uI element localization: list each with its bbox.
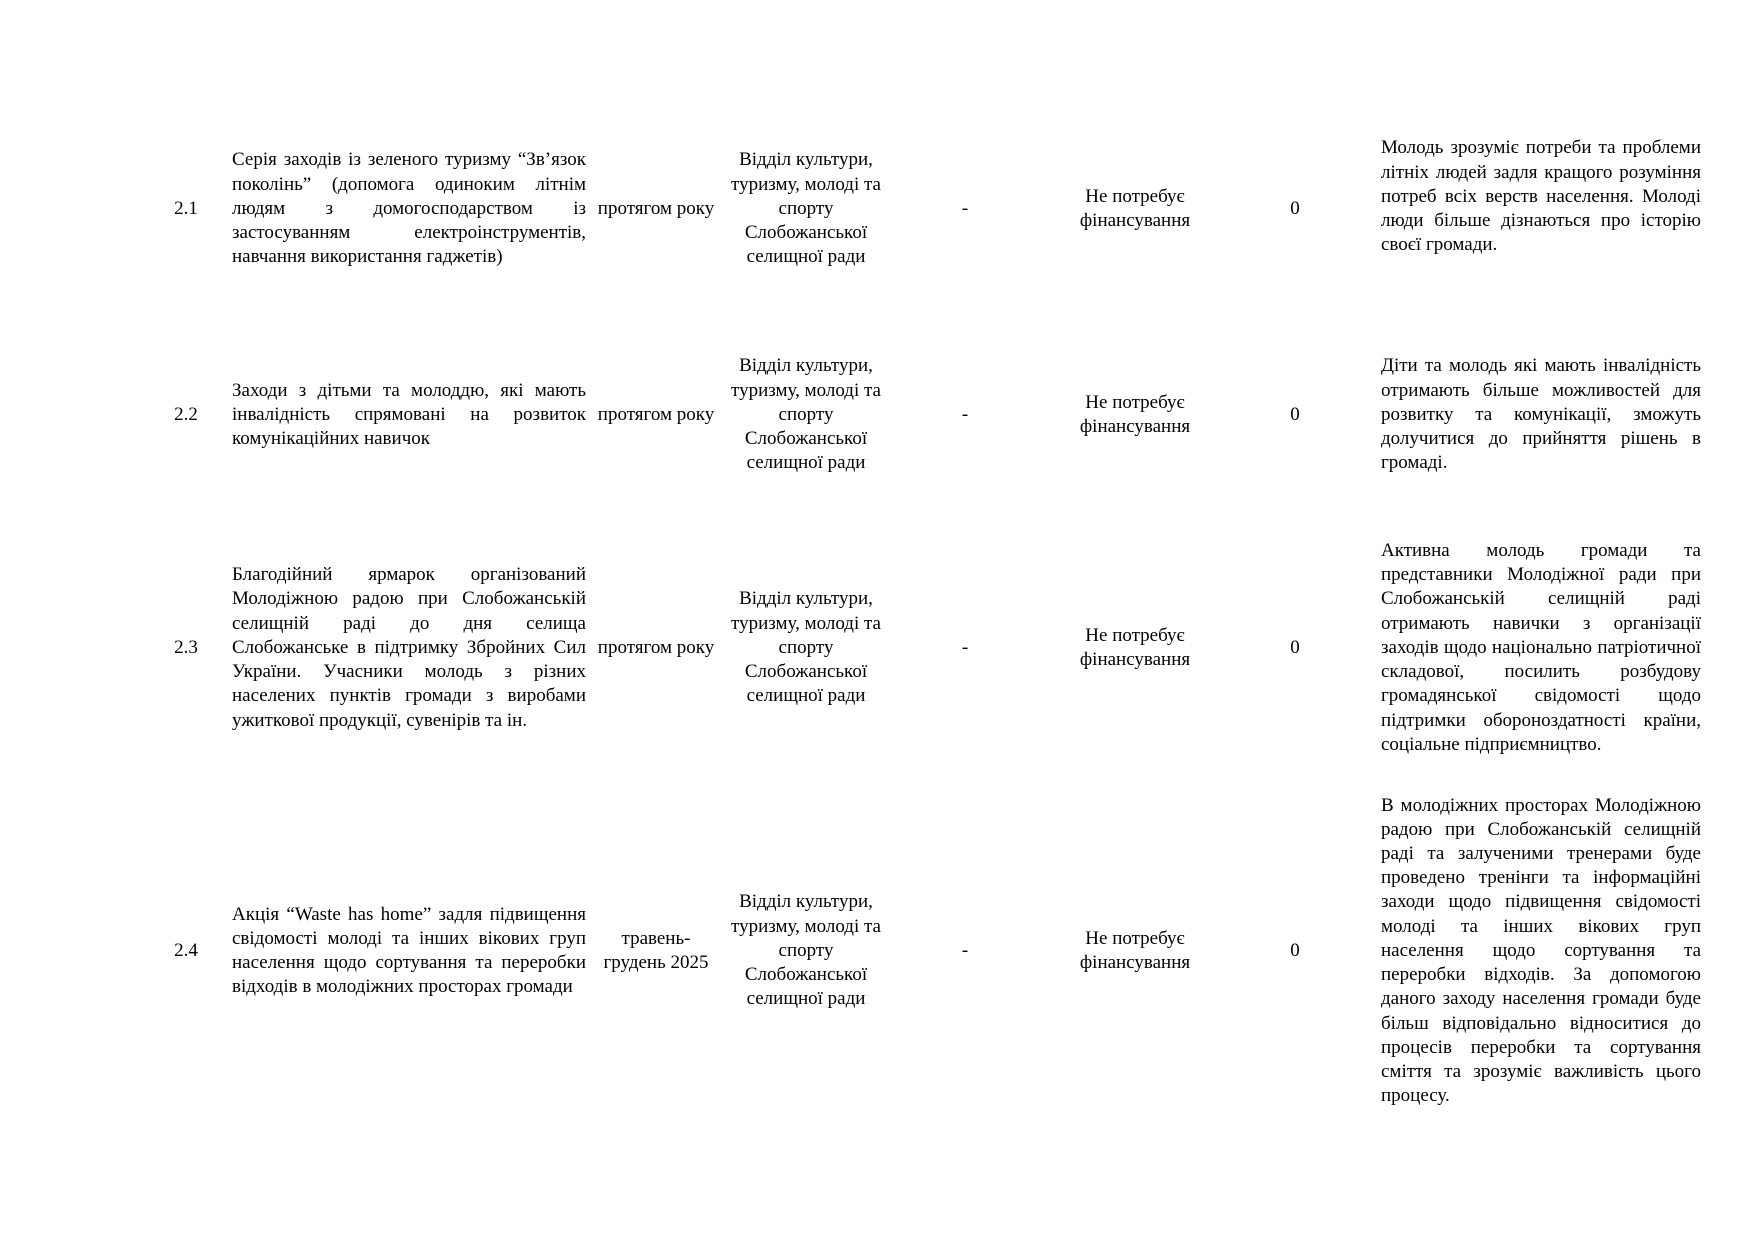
- expected-result: В молодіжних просторах Молодіжною радою при Слобожанській селищній раді та залученими тренерами буде проведено тренінги та інформаційні заходи щодо підвищення свідомості молоді та інших вікових груп населення щодо сортування та переробки відходів. За допомогою даного заходу населення громади буде більш відповідально відноситися до процесів переробки та сортування сміття та зрозуміє важливість цього процесу.: [1381, 794, 1701, 1107]
- financing-amount: 0: [1290, 636, 1300, 658]
- table-row: [0, 352, 1754, 478]
- funding-source: -: [961, 403, 969, 425]
- row-number: 2.1: [174, 197, 198, 219]
- financing-amount: 0: [1290, 197, 1300, 219]
- activity-term: протягом року: [597, 197, 715, 219]
- financing-note: Не потребує фінансування: [1079, 927, 1191, 973]
- financing-note: Не потребує фінансування: [1079, 624, 1191, 670]
- activity-term: травень-грудень 2025: [603, 927, 709, 973]
- activity-name: Акція “Waste has home” задля підвищення свідомості молоді та інших вікових груп населення щодо сортування та переробки відходів в молодіжних просторах громади: [232, 903, 586, 998]
- activity-name: Серія заходів із зеленого туризму “Зв’язок поколінь” (допомога одиноким літнім людям з домогосподарством із застосуванням електроінструментів, навчання використання гаджетів): [232, 149, 586, 268]
- expected-result: Молодь зрозуміє потреби та проблеми літніх людей задля кращого розуміння потреб всіх верств населення. Молоді люди більше дізнаються про історію своєї громади.: [1381, 137, 1701, 256]
- financing-note: Не потребує фінансування: [1079, 391, 1191, 437]
- funding-source: -: [961, 636, 969, 658]
- row-number: 2.4: [174, 939, 198, 961]
- table-row: [0, 134, 1754, 284]
- activity-term: протягом року: [597, 403, 715, 425]
- funding-source: -: [961, 939, 969, 961]
- financing-note: Не потребує фінансування: [1079, 185, 1191, 231]
- activity-executor: Відділ культури, туризму, молоді та спорту Слобожанської селищної ради: [731, 149, 881, 268]
- activity-name: Заходи з дітьми та молоддю, які мають інвалідність спрямовані на розвиток комунікаційних навичок: [232, 379, 586, 450]
- financing-amount: 0: [1290, 939, 1300, 961]
- table-row: [0, 770, 1754, 1132]
- activity-executor: Відділ культури, туризму, молоді та спорту Слобожанської селищної ради: [731, 355, 881, 474]
- expected-result: Діти та молодь які мають інвалідність отримають більше можливостей для розвитку та комунікації, зможуть долучитися до прийняття рішень в громаді.: [1381, 355, 1701, 474]
- activity-name: Благодійний ярмарок організований Молодіжною радою при Слобожанській селищній раді до дня селища Слобожанське в підтримку Збройних Сил України. Учасники молодь з різних населених пунктів громади з виробами ужиткової продукції, сувенірів та ін.: [232, 564, 586, 731]
- activity-executor: Відділ культури, туризму, молоді та спорту Слобожанської селищної ради: [731, 588, 881, 707]
- activity-term: протягом року: [597, 636, 715, 658]
- activity-executor: Відділ культури, туризму, молоді та спорту Слобожанської селищної ради: [731, 891, 881, 1010]
- row-number: 2.3: [174, 636, 198, 658]
- funding-source: -: [961, 197, 969, 219]
- expected-result: Активна молодь громади та представники Молодіжної ради при Слобожанській селищній раді отримають навички з організації заходів щодо національно патріотичної складової, посилить розбудову громадянської свідомості щодо підтримки обороноздатності країни, соціальне підприємництво.: [1381, 540, 1701, 755]
- row-number: 2.2: [174, 403, 198, 425]
- financing-amount: 0: [1290, 403, 1300, 425]
- table-row: [0, 528, 1754, 768]
